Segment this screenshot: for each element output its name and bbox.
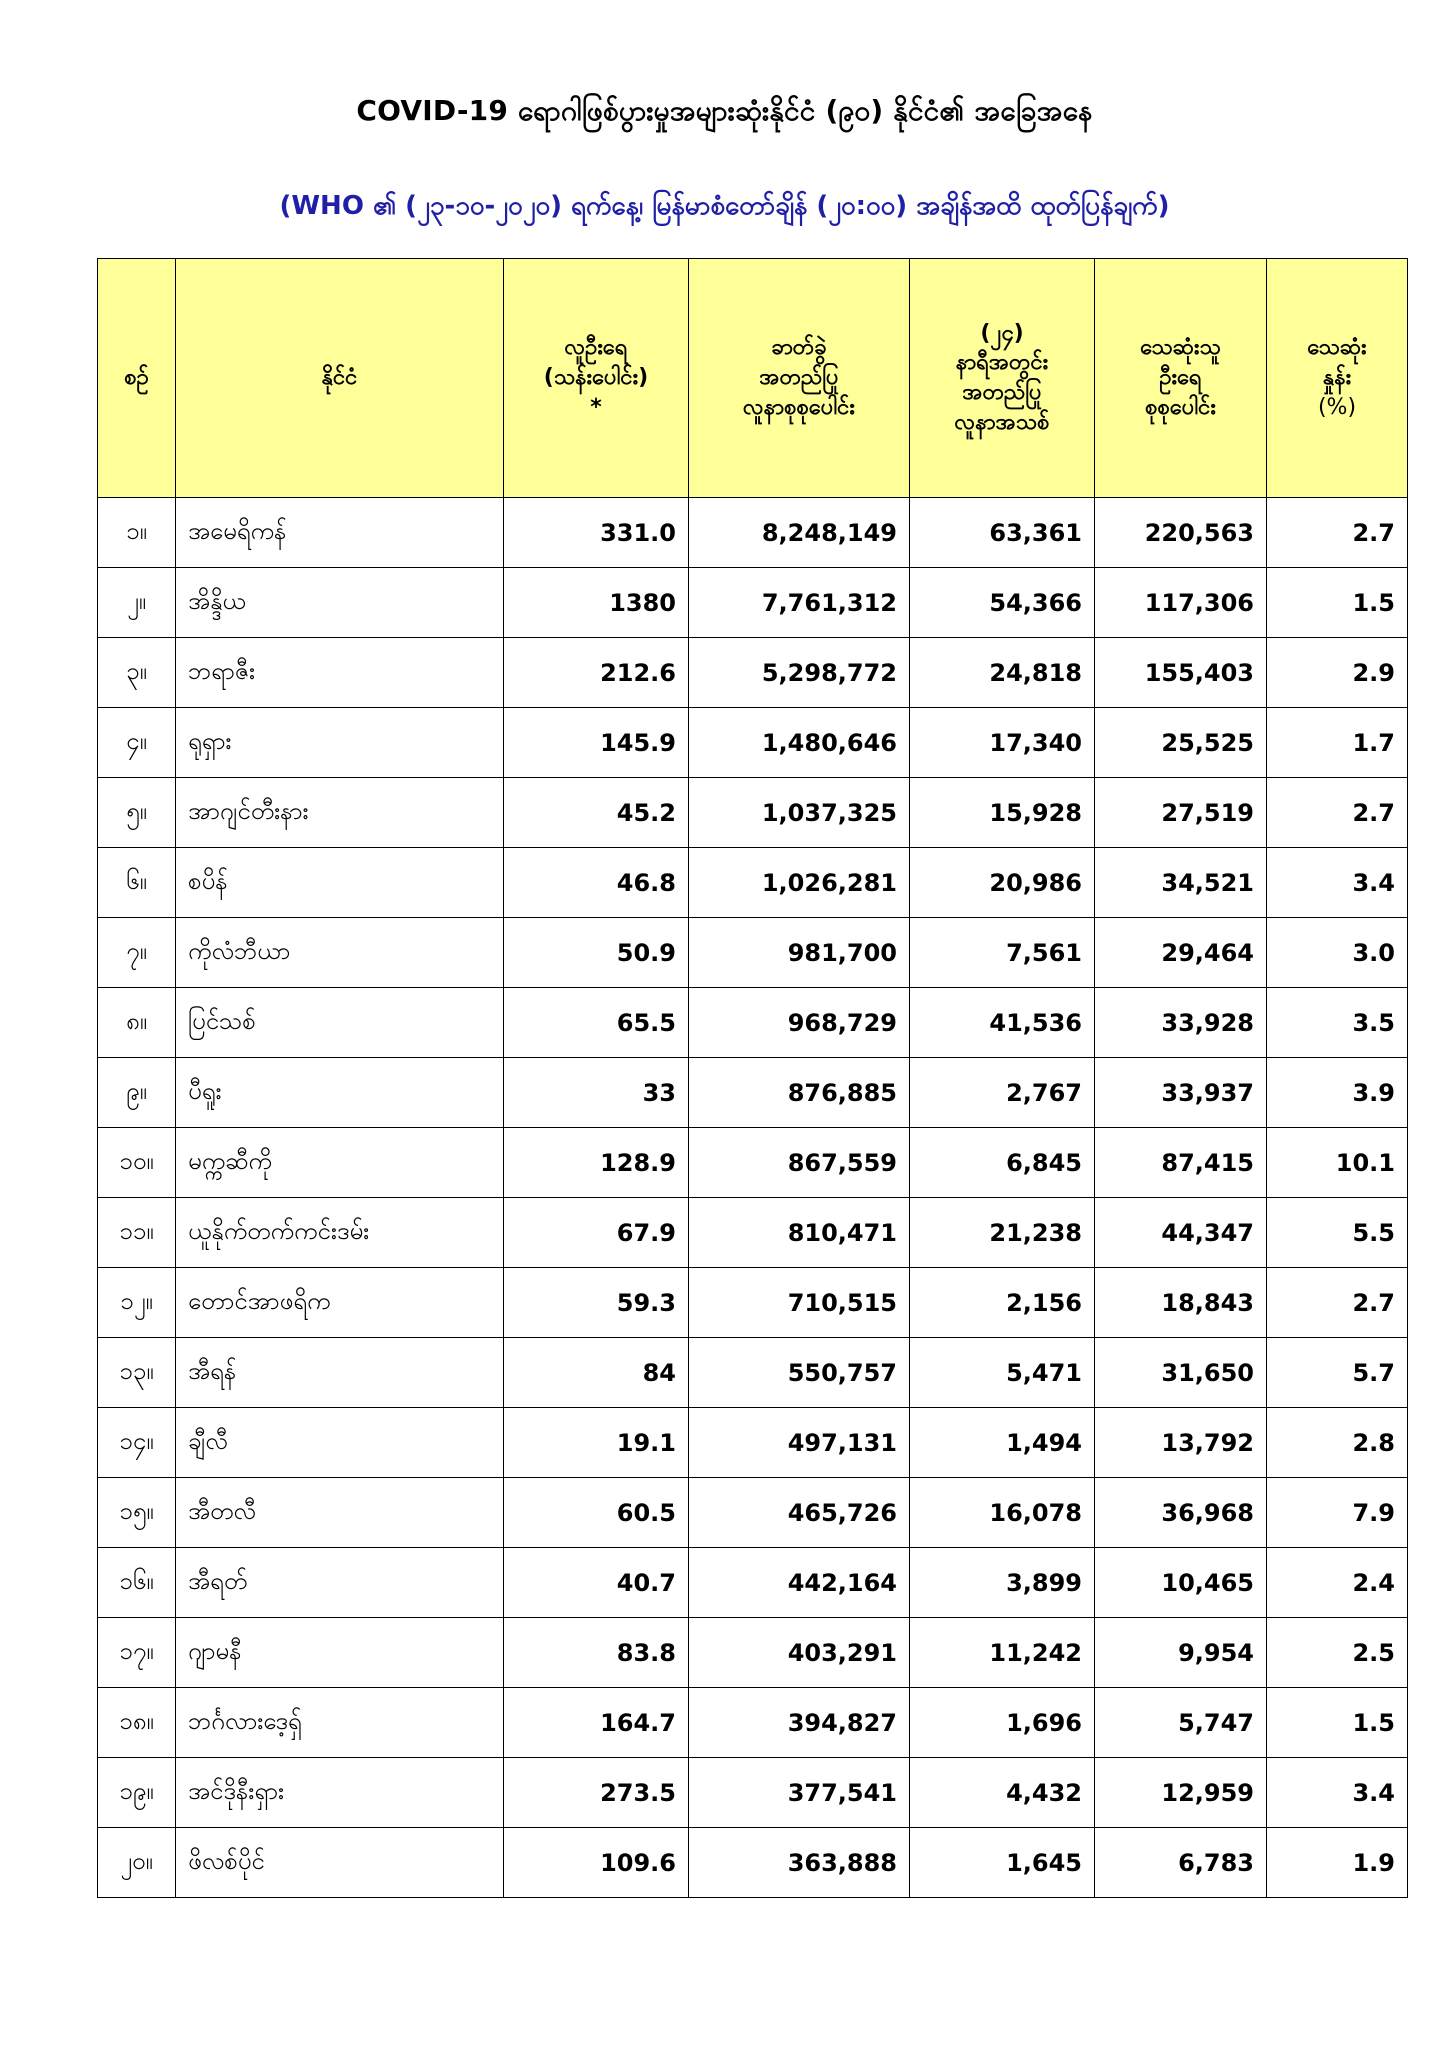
cell-country: ကိုလံဘီယာ: [176, 918, 504, 988]
table-body: [98, 498, 1408, 1898]
cell-index: ၁၀။: [98, 1128, 176, 1198]
cell-total-cases: 442,164: [689, 1548, 910, 1618]
cell-new-cases: 1,645: [910, 1828, 1095, 1898]
cell-country: အီတလီ: [176, 1478, 504, 1548]
cell-index: ၂၀။: [98, 1828, 176, 1898]
table-row: [98, 1198, 1408, 1268]
cell-total-cases: 377,541: [689, 1758, 910, 1828]
cell-country: ဖိလစ်ပိုင်: [176, 1828, 504, 1898]
cell-country: အင်ဒိုနီးရှား: [176, 1758, 504, 1828]
cell-population: 83.8: [504, 1618, 689, 1688]
cell-death-rate: 7.9: [1267, 1478, 1408, 1548]
cell-country: ပီရူး: [176, 1058, 504, 1128]
cell-death-rate: 3.9: [1267, 1058, 1408, 1128]
cell-deaths: 87,415: [1095, 1128, 1267, 1198]
header-population: လူဦးရေ (သန်းပေါင်း) *: [504, 259, 689, 498]
cell-total-cases: 1,026,281: [689, 848, 910, 918]
cell-deaths: 12,959: [1095, 1758, 1267, 1828]
cell-new-cases: 16,078: [910, 1478, 1095, 1548]
cell-country: ဘရာဇီး: [176, 638, 504, 708]
cell-new-cases: 11,242: [910, 1618, 1095, 1688]
cell-death-rate: 3.5: [1267, 988, 1408, 1058]
cell-population: 84: [504, 1338, 689, 1408]
cell-new-cases: 41,536: [910, 988, 1095, 1058]
cell-death-rate: 2.7: [1267, 498, 1408, 568]
cell-total-cases: 968,729: [689, 988, 910, 1058]
cell-total-cases: 5,298,772: [689, 638, 910, 708]
cell-death-rate: 2.4: [1267, 1548, 1408, 1618]
cell-population: 331.0: [504, 498, 689, 568]
cell-new-cases: 1,494: [910, 1408, 1095, 1478]
table-row: [98, 1128, 1408, 1198]
cell-new-cases: 20,986: [910, 848, 1095, 918]
table-row: [98, 1338, 1408, 1408]
cell-total-cases: 497,131: [689, 1408, 910, 1478]
cell-country: ချီလီ: [176, 1408, 504, 1478]
cell-index: ၉။: [98, 1058, 176, 1128]
cell-population: 33: [504, 1058, 689, 1128]
header-idx: စဉ်: [98, 259, 176, 498]
cell-new-cases: 5,471: [910, 1338, 1095, 1408]
cell-index: ၁၉။: [98, 1758, 176, 1828]
cell-population: 109.6: [504, 1828, 689, 1898]
cell-death-rate: 3.4: [1267, 1758, 1408, 1828]
cell-country: စပိန်: [176, 848, 504, 918]
cell-index: ၁၆။: [98, 1548, 176, 1618]
cell-death-rate: 1.9: [1267, 1828, 1408, 1898]
cell-country: အမေရိကန်: [176, 498, 504, 568]
cell-population: 145.9: [504, 708, 689, 778]
cell-deaths: 155,403: [1095, 638, 1267, 708]
cell-population: 164.7: [504, 1688, 689, 1758]
cell-deaths: 33,937: [1095, 1058, 1267, 1128]
cell-new-cases: 6,845: [910, 1128, 1095, 1198]
cell-death-rate: 2.8: [1267, 1408, 1408, 1478]
table-row: [98, 638, 1408, 708]
cell-deaths: 9,954: [1095, 1618, 1267, 1688]
cell-country: တောင်အာဖရိက: [176, 1268, 504, 1338]
cell-total-cases: 550,757: [689, 1338, 910, 1408]
cell-deaths: 33,928: [1095, 988, 1267, 1058]
table-row: [98, 568, 1408, 638]
table-row: [98, 1688, 1408, 1758]
cell-country: အိန္ဒိယ: [176, 568, 504, 638]
cell-new-cases: 21,238: [910, 1198, 1095, 1268]
cell-total-cases: 876,885: [689, 1058, 910, 1128]
cell-index: ၆။: [98, 848, 176, 918]
cell-new-cases: 17,340: [910, 708, 1095, 778]
cell-deaths: 13,792: [1095, 1408, 1267, 1478]
cell-deaths: 27,519: [1095, 778, 1267, 848]
cell-total-cases: 867,559: [689, 1128, 910, 1198]
cell-population: 50.9: [504, 918, 689, 988]
cell-population: 67.9: [504, 1198, 689, 1268]
table-row: [98, 918, 1408, 988]
cell-country: အာဂျင်တီးနား: [176, 778, 504, 848]
header-deaths: သေဆုံးသူ ဦးရေ စုစုပေါင်း: [1095, 259, 1267, 498]
table-row: [98, 1618, 1408, 1688]
cell-deaths: 25,525: [1095, 708, 1267, 778]
cell-country: ရုရှား: [176, 708, 504, 778]
cell-index: ၈။: [98, 988, 176, 1058]
cell-total-cases: 7,761,312: [689, 568, 910, 638]
table-row: [98, 848, 1408, 918]
cell-country: အီရန်: [176, 1338, 504, 1408]
cell-total-cases: 8,248,149: [689, 498, 910, 568]
cell-deaths: 18,843: [1095, 1268, 1267, 1338]
cell-population: 128.9: [504, 1128, 689, 1198]
page-title: COVID-19 ရောဂါဖြစ်ပွားမှုအများဆုံးနိုင်ငံ (၉၀) နိုင်ငံ၏ အခြေအနေ: [356, 94, 1093, 127]
cell-total-cases: 363,888: [689, 1828, 910, 1898]
cell-deaths: 220,563: [1095, 498, 1267, 568]
cell-index: ၁၄။: [98, 1408, 176, 1478]
cell-deaths: 29,464: [1095, 918, 1267, 988]
cell-deaths: 6,783: [1095, 1828, 1267, 1898]
cell-population: 273.5: [504, 1758, 689, 1828]
cell-death-rate: 1.7: [1267, 708, 1408, 778]
cell-total-cases: 981,700: [689, 918, 910, 988]
cell-total-cases: 465,726: [689, 1478, 910, 1548]
cell-new-cases: 3,899: [910, 1548, 1095, 1618]
cell-total-cases: 403,291: [689, 1618, 910, 1688]
table-row: [98, 988, 1408, 1058]
table-row: [98, 1268, 1408, 1338]
cell-deaths: 44,347: [1095, 1198, 1267, 1268]
cell-population: 60.5: [504, 1478, 689, 1548]
cell-deaths: 5,747: [1095, 1688, 1267, 1758]
cell-index: ၄။: [98, 708, 176, 778]
table-row: [98, 1548, 1408, 1618]
cell-deaths: 10,465: [1095, 1548, 1267, 1618]
cell-total-cases: 394,827: [689, 1688, 910, 1758]
cell-death-rate: 5.5: [1267, 1198, 1408, 1268]
covid-table: [97, 258, 1408, 1898]
cell-new-cases: 24,818: [910, 638, 1095, 708]
table-header-row: [98, 259, 1408, 498]
cell-index: ၁၁။: [98, 1198, 176, 1268]
cell-new-cases: 7,561: [910, 918, 1095, 988]
cell-country: ပြင်သစ်: [176, 988, 504, 1058]
cell-deaths: 34,521: [1095, 848, 1267, 918]
cell-index: ၇။: [98, 918, 176, 988]
cell-population: 45.2: [504, 778, 689, 848]
cell-deaths: 31,650: [1095, 1338, 1267, 1408]
header-death-rate: သေဆုံး နှုန်း (%): [1267, 259, 1408, 498]
header-total-cases: ခာတ်ခွဲ အတည်ပြု လူနာစုစုပေါင်း: [689, 259, 910, 498]
cell-index: ၅။: [98, 778, 176, 848]
cell-country: ယူနိုက်တက်ကင်းဒမ်း: [176, 1198, 504, 1268]
table-row: [98, 708, 1408, 778]
cell-population: 46.8: [504, 848, 689, 918]
table-row: [98, 1478, 1408, 1548]
cell-country: အီရတ်: [176, 1548, 504, 1618]
cell-index: ၁၈။: [98, 1688, 176, 1758]
cell-population: 59.3: [504, 1268, 689, 1338]
cell-population: 40.7: [504, 1548, 689, 1618]
cell-deaths: 117,306: [1095, 568, 1267, 638]
header-new-cases: (၂၄) နာရီအတွင်း အတည်ပြု လူနာအသစ်: [910, 259, 1095, 498]
table-row: [98, 1058, 1408, 1128]
cell-index: ၁။: [98, 498, 176, 568]
cell-country: ဂျာမနီ: [176, 1618, 504, 1688]
header-country: နိုင်ငံ: [176, 259, 504, 498]
cell-population: 65.5: [504, 988, 689, 1058]
table-row: [98, 778, 1408, 848]
cell-country: ဘင်္ဂလားဒေ့ရှ်: [176, 1688, 504, 1758]
cell-index: ၁၂။: [98, 1268, 176, 1338]
cell-death-rate: 3.0: [1267, 918, 1408, 988]
cell-total-cases: 710,515: [689, 1268, 910, 1338]
cell-death-rate: 2.7: [1267, 1268, 1408, 1338]
cell-index: ၁၇။: [98, 1618, 176, 1688]
cell-death-rate: 3.4: [1267, 848, 1408, 918]
cell-new-cases: 4,432: [910, 1758, 1095, 1828]
cell-population: 212.6: [504, 638, 689, 708]
cell-new-cases: 15,928: [910, 778, 1095, 848]
cell-total-cases: 1,037,325: [689, 778, 910, 848]
cell-death-rate: 2.9: [1267, 638, 1408, 708]
cell-total-cases: 810,471: [689, 1198, 910, 1268]
table-row: [98, 1828, 1408, 1898]
cell-death-rate: 5.7: [1267, 1338, 1408, 1408]
cell-index: ၃။: [98, 638, 176, 708]
cell-death-rate: 10.1: [1267, 1128, 1408, 1198]
cell-country: မက္ကဆီကို: [176, 1128, 504, 1198]
table-row: [98, 1408, 1408, 1478]
cell-new-cases: 2,156: [910, 1268, 1095, 1338]
cell-new-cases: 2,767: [910, 1058, 1095, 1128]
cell-deaths: 36,968: [1095, 1478, 1267, 1548]
cell-death-rate: 1.5: [1267, 1688, 1408, 1758]
cell-death-rate: 2.7: [1267, 778, 1408, 848]
cell-death-rate: 1.5: [1267, 568, 1408, 638]
cell-total-cases: 1,480,646: [689, 708, 910, 778]
table-row: [98, 1758, 1408, 1828]
table-row: [98, 498, 1408, 568]
cell-index: ၁၃။: [98, 1338, 176, 1408]
cell-death-rate: 2.5: [1267, 1618, 1408, 1688]
cell-population: 1380: [504, 568, 689, 638]
cell-new-cases: 54,366: [910, 568, 1095, 638]
cell-new-cases: 63,361: [910, 498, 1095, 568]
cell-population: 19.1: [504, 1408, 689, 1478]
cell-index: ၂။: [98, 568, 176, 638]
cell-index: ၁၅။: [98, 1478, 176, 1548]
cell-new-cases: 1,696: [910, 1688, 1095, 1758]
page-subtitle: (WHO ၏ (၂၃-၁၀-၂၀၂၀) ရက်နေ့၊ မြန်မာစံတော်ချိန် (၂၀:၀၀) အချိန်အထိ ထုတ်ပြန်ချက်): [279, 191, 1170, 221]
